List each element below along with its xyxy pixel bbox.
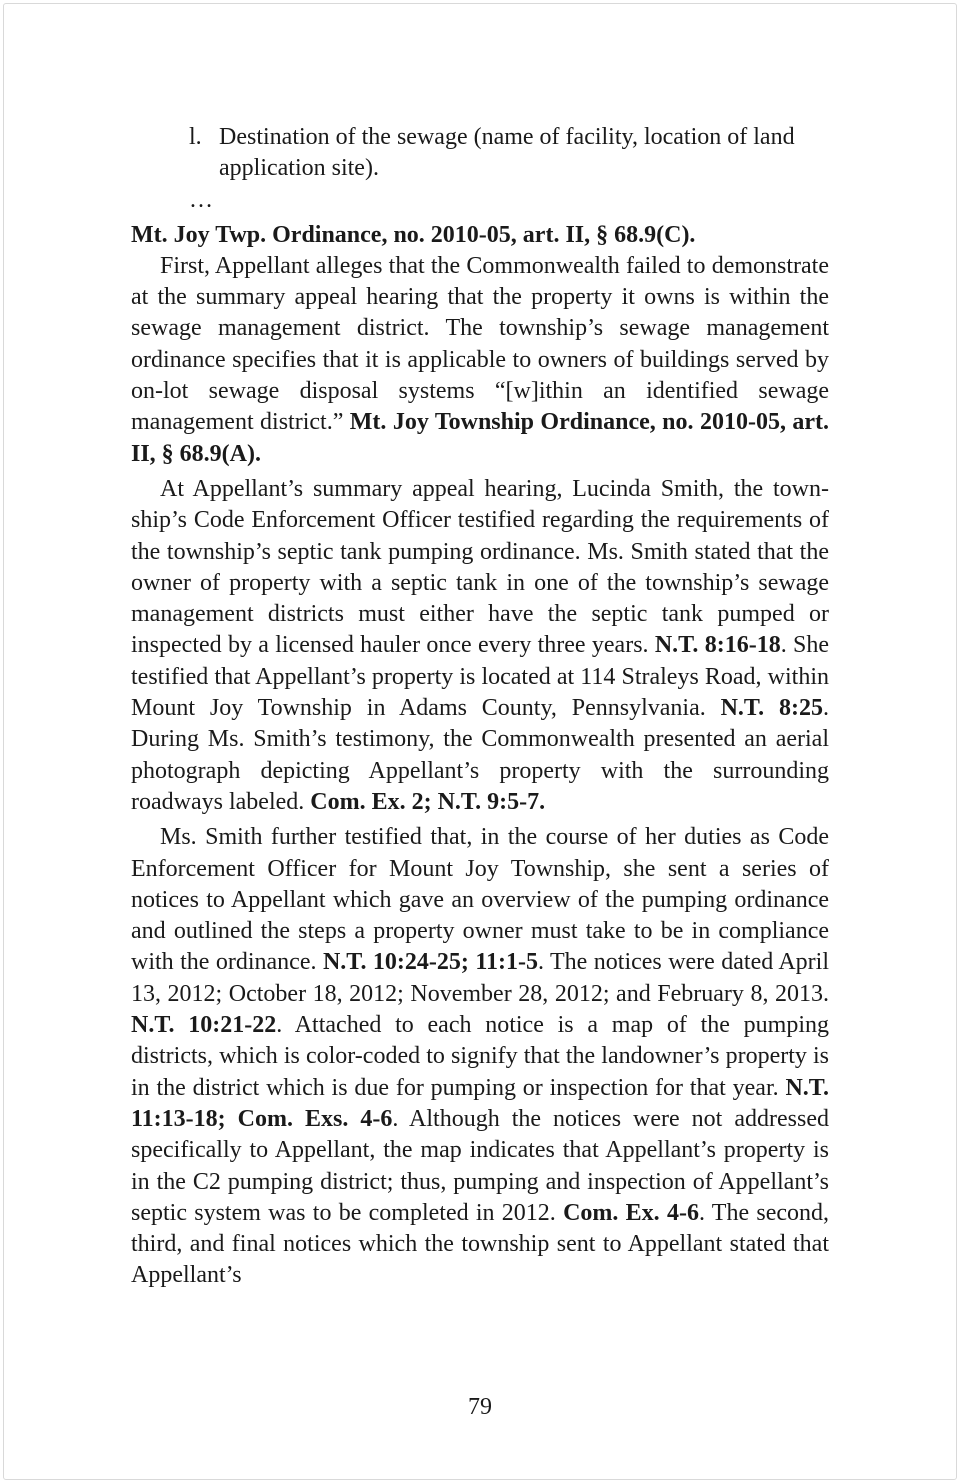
paragraph-3-text-e: . The second, third, and final notices which the township sent to Appellant stated that Appellant’s [131,1199,830,1289]
document-body [131,122,829,1292]
paragraph-2-text-c: . During Ms. Smith’s testimony, the Commonwealth presented an aerial photograph depicting Appellant’s property with the surrounding roadways labeled. [131,695,829,815]
ordinance-citation: Mt. Joy Twp. Ordinance, no. 2010-05, art. II, § 68.9(C). [131,221,696,248]
list-item-number: l. [189,124,202,150]
list-item-text: Destination of the sewage (name of facility, location of land application site). [219,124,795,182]
paragraph-3 [131,822,829,1291]
paragraph-1 [131,251,829,470]
ellipsis: … [189,186,216,213]
paragraph-3-cite-b: N.T. 10:21-22 [131,1012,277,1039]
paragraph-2-cite-b: N.T. 8:25 [720,695,823,722]
paragraph-1-text-a: First, Appellant alleges that the Commonwealth failed to demonstrate at the summary appeal hearing that the property it owns is within the sewage management district. The township’s sewage management ordinance specifies that it is applicable to owners of buildings served by on-lot sewage disposal systems “[w]ithin an identified sewage management district.” [131,252,829,436]
paragraph-2 [131,474,829,818]
paragraph-3-text-d: . Although the notices were not addressed specifically to Appellant, the map indicates that Appellant’s property is in the C2 pumping district; thus, pumping and inspection of Appellant’s septic system was to be completed in 2012. [131,1105,829,1226]
paragraph-3-cite-c: N.T. 11:13-18; Com. Exs. 4-6 [131,1074,829,1132]
paragraph-3-text-c: . Attached to each notice is a map of the pumping districts, which is color-coded to signify that the landowner’s property is in the district which is due for pumping or inspection for that year. [131,1012,829,1101]
paragraph-3-cite-d: Com. Ex. 4-6 [563,1199,699,1226]
paragraph-2-text-b: . She testified that Appellant’s property is located at 114 Straleys Road, within Mount Joy Township in Adams County, Pennsylvania. [131,632,830,722]
paragraph-3-text-a: Ms. Smith further testified that, in the course of her duties as Code Enforcement Officer for Mount Joy Township, she sent a series of notices to Appellant which gave an overview of the pumping ordinance and outlined the steps a property owner must take to be in compliance with the ordinance. [131,824,829,976]
paragraph-2-cite-a: N.T. 8:16-18 [654,632,781,659]
paragraph-3-cite-a: N.T. 10:24-25; 11:1-5 [322,949,539,976]
paragraph-1-cite-a: Mt. Joy Township Ordinance, no. 2010-05, art. II, § 68.9(A). [131,409,830,467]
paragraph-2-cite-c: Com. Ex. 2; N.T. 9:5-7. [310,788,546,815]
paragraph-2-text-a: At Appellant’s summary appeal hearing, Lucinda Smith, the township’s Code Enforcement Officer testified regarding the requirements of the township’s septic tank pumping ordinance. Ms. Smith stated that the owner of property with a septic tank in one of the township’s sewage management districts must either have the septic tank pumped or inspected by a licensed hauler once every three years. [131,475,829,659]
list-item [189,122,829,185]
page-number: 79 [468,1394,492,1420]
paragraph-3-text-b: . The notices were dated April 13, 2012; October 18, 2012; November 28, 2012; and February 8, 2013. [131,949,830,1007]
